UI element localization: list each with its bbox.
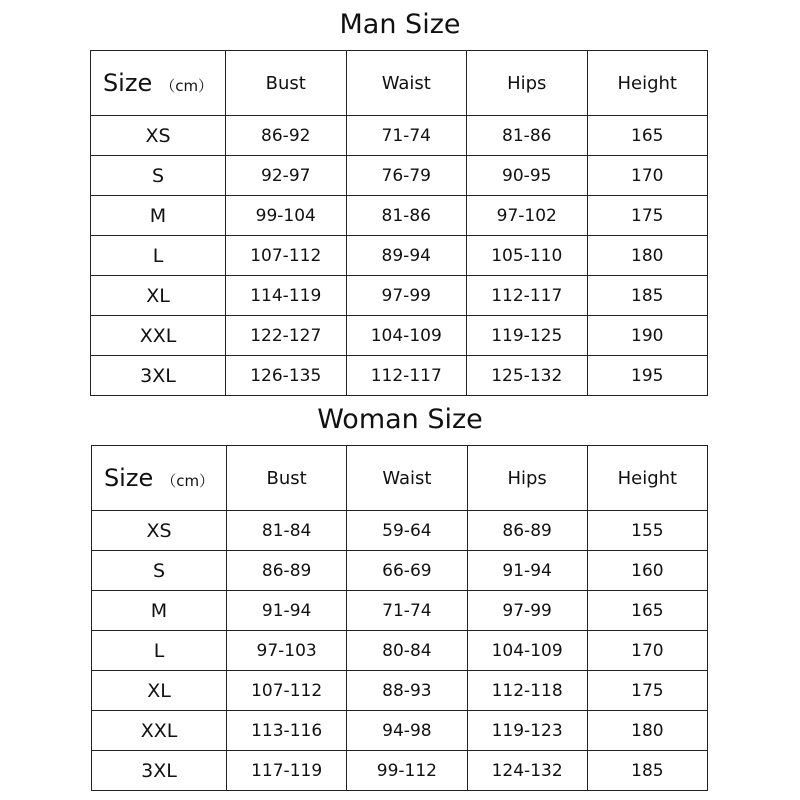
hips-cell: 90-95 xyxy=(467,156,588,196)
size-header-cell xyxy=(92,446,227,511)
size-cell: XS xyxy=(91,116,226,156)
size-header-label: Size xyxy=(103,464,154,492)
waist-cell: 59-64 xyxy=(347,511,467,551)
waist-cell: 76-79 xyxy=(346,156,467,196)
bust-cell: 126-135 xyxy=(226,356,347,396)
waist-cell: 94-98 xyxy=(347,711,467,751)
hips-cell: 86-89 xyxy=(467,511,587,551)
bust-cell: 97-103 xyxy=(227,631,347,671)
waist-cell: 99-112 xyxy=(347,751,467,791)
height-cell: 175 xyxy=(587,671,707,711)
height-cell: 165 xyxy=(587,116,708,156)
size-cell: XL xyxy=(91,276,226,316)
size-cell: M xyxy=(92,591,227,631)
table-row xyxy=(92,711,708,751)
bust-cell: 122-127 xyxy=(226,316,347,356)
waist-cell: 112-117 xyxy=(346,356,467,396)
height-cell: 170 xyxy=(587,156,708,196)
waist-cell: 71-74 xyxy=(346,116,467,156)
size-cell: XXL xyxy=(92,711,227,751)
bust-cell: 99-104 xyxy=(226,196,347,236)
hips-cell: 105-110 xyxy=(467,236,588,276)
hips-cell: 112-117 xyxy=(467,276,588,316)
size-cell: 3XL xyxy=(91,356,226,396)
man-size-title: Man Size xyxy=(339,9,461,40)
table-header-row xyxy=(92,446,708,511)
height-cell: 180 xyxy=(587,236,708,276)
bust-cell: 107-112 xyxy=(227,671,347,711)
waist-cell: 81-86 xyxy=(346,196,467,236)
height-cell: 165 xyxy=(587,591,707,631)
table-row xyxy=(91,236,708,276)
height-header: Height xyxy=(587,446,707,511)
table-row xyxy=(91,116,708,156)
hips-cell: 81-86 xyxy=(467,116,588,156)
table-row xyxy=(92,631,708,671)
height-cell: 160 xyxy=(587,551,707,591)
bust-cell: 107-112 xyxy=(226,236,347,276)
height-cell: 185 xyxy=(587,276,708,316)
size-cell: S xyxy=(91,156,226,196)
table-row xyxy=(91,316,708,356)
height-cell: 195 xyxy=(587,356,708,396)
hips-header: Hips xyxy=(467,446,587,511)
table-row xyxy=(92,511,708,551)
table-row xyxy=(91,156,708,196)
table-row xyxy=(92,591,708,631)
hips-cell: 119-125 xyxy=(467,316,588,356)
height-header: Height xyxy=(587,51,708,116)
height-cell: 185 xyxy=(587,751,707,791)
size-cell: M xyxy=(91,196,226,236)
hips-cell: 97-102 xyxy=(467,196,588,236)
hips-header: Hips xyxy=(467,51,588,116)
table-row xyxy=(91,276,708,316)
man-size-table xyxy=(90,50,708,396)
height-cell: 175 xyxy=(587,196,708,236)
woman-size-table xyxy=(91,445,708,791)
waist-cell: 66-69 xyxy=(347,551,467,591)
size-cell: L xyxy=(91,236,226,276)
size-cell: XL xyxy=(92,671,227,711)
size-header-unit: （cm） xyxy=(161,472,215,490)
waist-cell: 97-99 xyxy=(346,276,467,316)
size-header-label: Size xyxy=(102,69,153,97)
height-cell: 180 xyxy=(587,711,707,751)
bust-cell: 117-119 xyxy=(227,751,347,791)
table-row xyxy=(91,196,708,236)
table-row xyxy=(92,751,708,791)
size-header-unit: （cm） xyxy=(160,77,214,95)
bust-cell: 91-94 xyxy=(227,591,347,631)
hips-cell: 125-132 xyxy=(467,356,588,396)
bust-cell: 86-89 xyxy=(227,551,347,591)
size-cell: S xyxy=(92,551,227,591)
waist-header: Waist xyxy=(347,446,467,511)
bust-cell: 92-97 xyxy=(226,156,347,196)
height-cell: 190 xyxy=(587,316,708,356)
waist-cell: 89-94 xyxy=(346,236,467,276)
height-cell: 170 xyxy=(587,631,707,671)
bust-cell: 81-84 xyxy=(227,511,347,551)
waist-cell: 71-74 xyxy=(347,591,467,631)
size-header-cell xyxy=(91,51,226,116)
hips-cell: 124-132 xyxy=(467,751,587,791)
size-cell: L xyxy=(92,631,227,671)
bust-cell: 86-92 xyxy=(226,116,347,156)
height-cell: 155 xyxy=(587,511,707,551)
table-row xyxy=(92,551,708,591)
hips-cell: 112-118 xyxy=(467,671,587,711)
hips-cell: 104-109 xyxy=(467,631,587,671)
hips-cell: 97-99 xyxy=(467,591,587,631)
bust-cell: 113-116 xyxy=(227,711,347,751)
table-header-row xyxy=(91,51,708,116)
table-row xyxy=(91,356,708,396)
woman-size-title: Woman Size xyxy=(317,404,483,435)
size-cell: XXL xyxy=(91,316,226,356)
waist-header: Waist xyxy=(346,51,467,116)
hips-cell: 119-123 xyxy=(467,711,587,751)
woman-table-body xyxy=(92,511,708,791)
hips-cell: 91-94 xyxy=(467,551,587,591)
man-table-body xyxy=(91,116,708,396)
bust-cell: 114-119 xyxy=(226,276,347,316)
bust-header: Bust xyxy=(226,51,347,116)
size-cell: XS xyxy=(92,511,227,551)
waist-cell: 80-84 xyxy=(347,631,467,671)
bust-header: Bust xyxy=(227,446,347,511)
size-cell: 3XL xyxy=(92,751,227,791)
waist-cell: 104-109 xyxy=(346,316,467,356)
table-row xyxy=(92,671,708,711)
waist-cell: 88-93 xyxy=(347,671,467,711)
